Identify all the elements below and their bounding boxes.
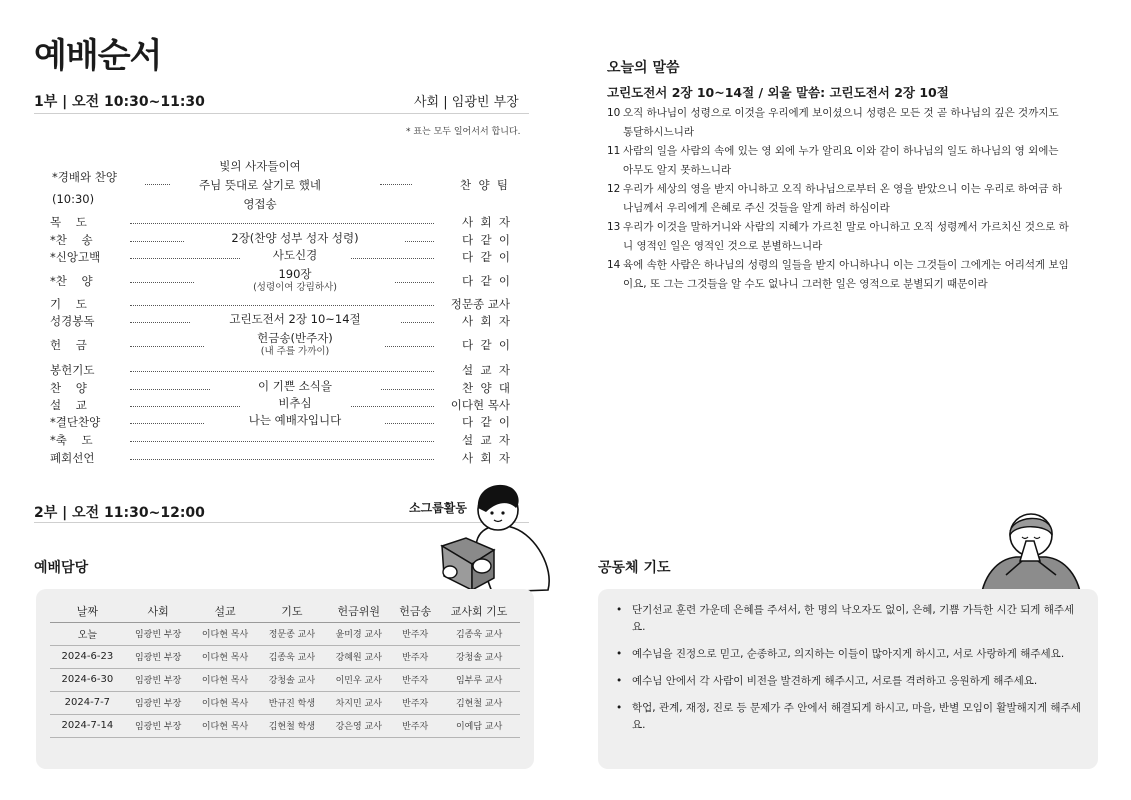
staff-title: 예배담당 xyxy=(34,560,89,576)
table-cell: 이다현 목사 xyxy=(192,668,259,691)
order-who: 다 같 이 xyxy=(462,250,510,264)
table-cell: 오늘 xyxy=(50,622,125,645)
order-row xyxy=(50,414,510,432)
reading-person-illustration xyxy=(436,478,556,596)
hymn-number: 190장 xyxy=(278,267,312,281)
order-label: *축 도 xyxy=(50,433,93,447)
leader-dots xyxy=(130,305,434,306)
table-cell: 강청솔 교사 xyxy=(258,668,325,691)
table-cell: 김종욱 교사 xyxy=(258,645,325,668)
table-cell: 강은영 교사 xyxy=(325,714,392,737)
verse xyxy=(607,218,1069,256)
table-cell: 반주자 xyxy=(392,622,438,645)
order-who: 다 같 이 xyxy=(462,274,510,288)
verse xyxy=(607,180,1069,218)
table-row xyxy=(50,645,520,668)
table-cell: 임광빈 부장 xyxy=(125,645,192,668)
order-label: 봉헌기도 xyxy=(50,363,95,377)
verse-list xyxy=(607,104,1069,294)
table-cell: 이다현 목사 xyxy=(192,622,259,645)
verse-number: 13 xyxy=(607,221,621,233)
table-cell: 이예담 교사 xyxy=(438,714,520,737)
table-cell: 윤미경 교사 xyxy=(325,622,392,645)
divider xyxy=(34,113,529,114)
order-label: 찬 양 xyxy=(50,381,87,395)
column-header: 사회 xyxy=(125,600,192,622)
leader-dots xyxy=(130,459,434,460)
table-cell: 임광빈 부장 xyxy=(125,714,192,737)
verse xyxy=(607,256,1069,294)
song-title: 주님 뜻대로 살기로 했네 xyxy=(198,178,322,192)
prayer-item: • 예수님을 진정으로 믿고, 순종하고, 의지하는 이들이 많아지게 하시고, 서로 사랑하게 해주세요. xyxy=(616,646,1086,663)
leader-dots xyxy=(130,223,434,224)
offering-subtitle: (내 주를 가까이) xyxy=(260,346,330,357)
column-header: 헌금위원 xyxy=(325,600,392,622)
column-header: 날짜 xyxy=(50,600,125,622)
column-header: 설교 xyxy=(192,600,259,622)
order-label: 설 교 xyxy=(50,398,87,412)
page-title: 예배순서 xyxy=(34,36,162,76)
order-label: 성경봉독 xyxy=(50,314,95,328)
table-cell: 정문종 교사 xyxy=(258,622,325,645)
staff-table xyxy=(50,600,520,738)
order-row xyxy=(50,450,510,468)
order-content: 고린도전서 2장 10~14절 xyxy=(190,311,400,327)
prayer-item: • 학업, 관계, 재정, 진로 등 문제가 주 안에서 해결되게 하시고, 마을, 반별 모임이 활발해지게 해주세요. xyxy=(616,700,1086,734)
verse-text: 오직 하나님이 성령으로 이것을 우리에게 보이셨으니 성령은 모든 것 곧 하나님의 깊은 것까지도 통달하시느니라 xyxy=(623,107,1059,138)
order-who: 다 같 이 xyxy=(462,233,510,247)
prayer-title: 공동체 기도 xyxy=(598,560,671,576)
order-content xyxy=(195,268,395,294)
order-who: 사 회 자 xyxy=(462,314,510,328)
table-cell: 2024-7-7 xyxy=(50,691,125,714)
order-content: 사도신경 xyxy=(240,247,350,263)
verse-number: 12 xyxy=(607,183,621,195)
table-cell: 임광빈 부장 xyxy=(125,622,192,645)
verse-text: 육에 속한 사람은 하나님의 성령의 일들을 받지 아니하나니 이는 그것들이 그에게는 어리석게 보임이요, 또 그는 그것들을 알 수도 없나니 그러한 일은 영적으로 분별되기 때문이라 xyxy=(623,259,1069,290)
leader-dots xyxy=(380,184,412,185)
leader-dots xyxy=(145,184,170,185)
table-cell: 반규진 학생 xyxy=(258,691,325,714)
table-row xyxy=(50,668,520,691)
order-who: 정문종 교사 xyxy=(450,297,510,311)
song-title: 빛의 사자들이여 xyxy=(219,159,301,173)
table-cell: 임광빈 부장 xyxy=(125,691,192,714)
order-content xyxy=(190,157,330,214)
verse-number: 10 xyxy=(607,107,621,119)
table-cell: 김현철 교사 xyxy=(438,691,520,714)
table-cell: 이민우 교사 xyxy=(325,668,392,691)
verse xyxy=(607,104,1069,142)
verse-text: 우리가 세상의 영을 받지 아니하고 오직 하나님으로부터 온 영을 받았으니 이는 우리로 하여금 하나님께서 우리에게 은혜로 주신 것들을 알게 하려 하심이라 xyxy=(623,183,1062,214)
order-content xyxy=(205,331,385,359)
table-cell: 반주자 xyxy=(392,668,438,691)
order-who: 설 교 자 xyxy=(462,433,510,447)
order-row xyxy=(50,268,510,294)
order-row xyxy=(50,249,510,267)
verse-text: 사람의 일을 사람의 속에 있는 영 외에 누가 알리요 이와 같이 하나님의 일도 하나님의 영 외에는 아무도 알지 못하느니라 xyxy=(623,145,1059,176)
order-who: 사 회 자 xyxy=(462,451,510,465)
table-cell: 강혜원 교사 xyxy=(325,645,392,668)
table-cell: 강청솔 교사 xyxy=(438,645,520,668)
order-content: 2장(찬양 성부 성자 성령) xyxy=(185,230,405,246)
order-label: 헌 금 xyxy=(50,338,87,352)
table-cell: 이다현 목사 xyxy=(192,691,259,714)
table-cell: 이다현 목사 xyxy=(192,645,259,668)
leader-dots xyxy=(130,441,434,442)
order-who: 설 교 자 xyxy=(462,363,510,377)
verse-number: 14 xyxy=(607,259,621,271)
table-header-row xyxy=(50,600,520,622)
order-label: 폐회선언 xyxy=(50,451,95,465)
order-who: 찬 양 대 xyxy=(462,381,510,395)
verse-number: 11 xyxy=(607,145,621,157)
verse-text: 우리가 이것을 말하거니와 사람의 지혜가 가르친 말로 아니하고 오직 성령께서 가르치신 것으로 하니 영적인 일은 영적인 것으로 분별하느니라 xyxy=(623,221,1069,252)
order-label: *신앙고백 xyxy=(50,250,101,264)
order-content: 이 기쁜 소식을 xyxy=(210,378,380,394)
table-cell: 반주자 xyxy=(392,645,438,668)
order-row xyxy=(50,432,510,450)
small-group-label: 소그룹활동 xyxy=(409,501,467,515)
order-who: 다 같 이 xyxy=(462,338,510,352)
table-cell: 반주자 xyxy=(392,691,438,714)
table-row xyxy=(50,691,520,714)
order-content: 나는 예배자입니다 xyxy=(205,412,385,428)
order-content: 비추심 xyxy=(240,395,350,411)
column-header: 헌금송 xyxy=(392,600,438,622)
order-label: *경배와 찬양 (10:30) xyxy=(52,170,117,206)
host-label: 사회 | 임광빈 부장 xyxy=(414,95,519,110)
order-row xyxy=(50,313,510,331)
table-cell: 반주자 xyxy=(392,714,438,737)
part2-label: 2부 | 오전 11:30~12:00 xyxy=(34,505,205,521)
table-cell: 김종욱 교사 xyxy=(438,622,520,645)
order-who: 이다현 목사 xyxy=(450,398,510,412)
prayer-item: • 예수님 안에서 각 사람이 비전을 발견하게 해주시고, 서로를 격려하고 응원하게 해주세요. xyxy=(616,673,1086,690)
offering-song: 헌금송(반주자) xyxy=(257,331,333,345)
order-who: 찬 양 팀 xyxy=(460,178,508,192)
order-who: 사 회 자 xyxy=(462,215,510,229)
order-row xyxy=(50,331,510,361)
word-title: 오늘의 말씀 xyxy=(607,60,680,76)
hymn-subtitle: (성령이여 강림하사) xyxy=(253,282,337,293)
order-label: *찬 양 xyxy=(50,274,93,288)
table-row xyxy=(50,714,520,737)
table-cell: 김현철 학생 xyxy=(258,714,325,737)
table-cell: 임부루 교사 xyxy=(438,668,520,691)
table-cell: 2024-6-30 xyxy=(50,668,125,691)
table-cell: 2024-7-14 xyxy=(50,714,125,737)
scripture-reference: 고린도전서 2장 10~14절 / 외울 말씀: 고린도전서 2장 10절 xyxy=(607,85,949,100)
table-cell: 차지민 교사 xyxy=(325,691,392,714)
table-row xyxy=(50,622,520,645)
prayer-item: • 단기선교 훈련 가운데 은혜를 주셔서, 한 명의 낙오자도 없이, 은혜, 기쁨 가득한 시간 되게 해주세요. xyxy=(616,602,1086,636)
table-cell: 2024-6-23 xyxy=(50,645,125,668)
verse xyxy=(607,142,1069,180)
order-label: *찬 송 xyxy=(50,233,93,247)
leader-dots xyxy=(130,371,434,372)
column-header: 기도 xyxy=(258,600,325,622)
column-header: 교사회 기도 xyxy=(438,600,520,622)
order-label: 기 도 xyxy=(50,297,87,311)
table-cell: 이다현 목사 xyxy=(192,714,259,737)
order-label: 목 도 xyxy=(50,215,87,229)
standing-note: * 표는 모두 일어서서 합니다. xyxy=(406,127,521,137)
order-who: 다 같 이 xyxy=(462,415,510,429)
prayer-list xyxy=(616,602,1086,744)
order-label: *결단찬양 xyxy=(50,415,101,429)
part1-label: 1부 | 오전 10:30~11:30 xyxy=(34,94,205,110)
table-cell: 임광빈 부장 xyxy=(125,668,192,691)
song-title: 영접송 xyxy=(243,197,277,211)
